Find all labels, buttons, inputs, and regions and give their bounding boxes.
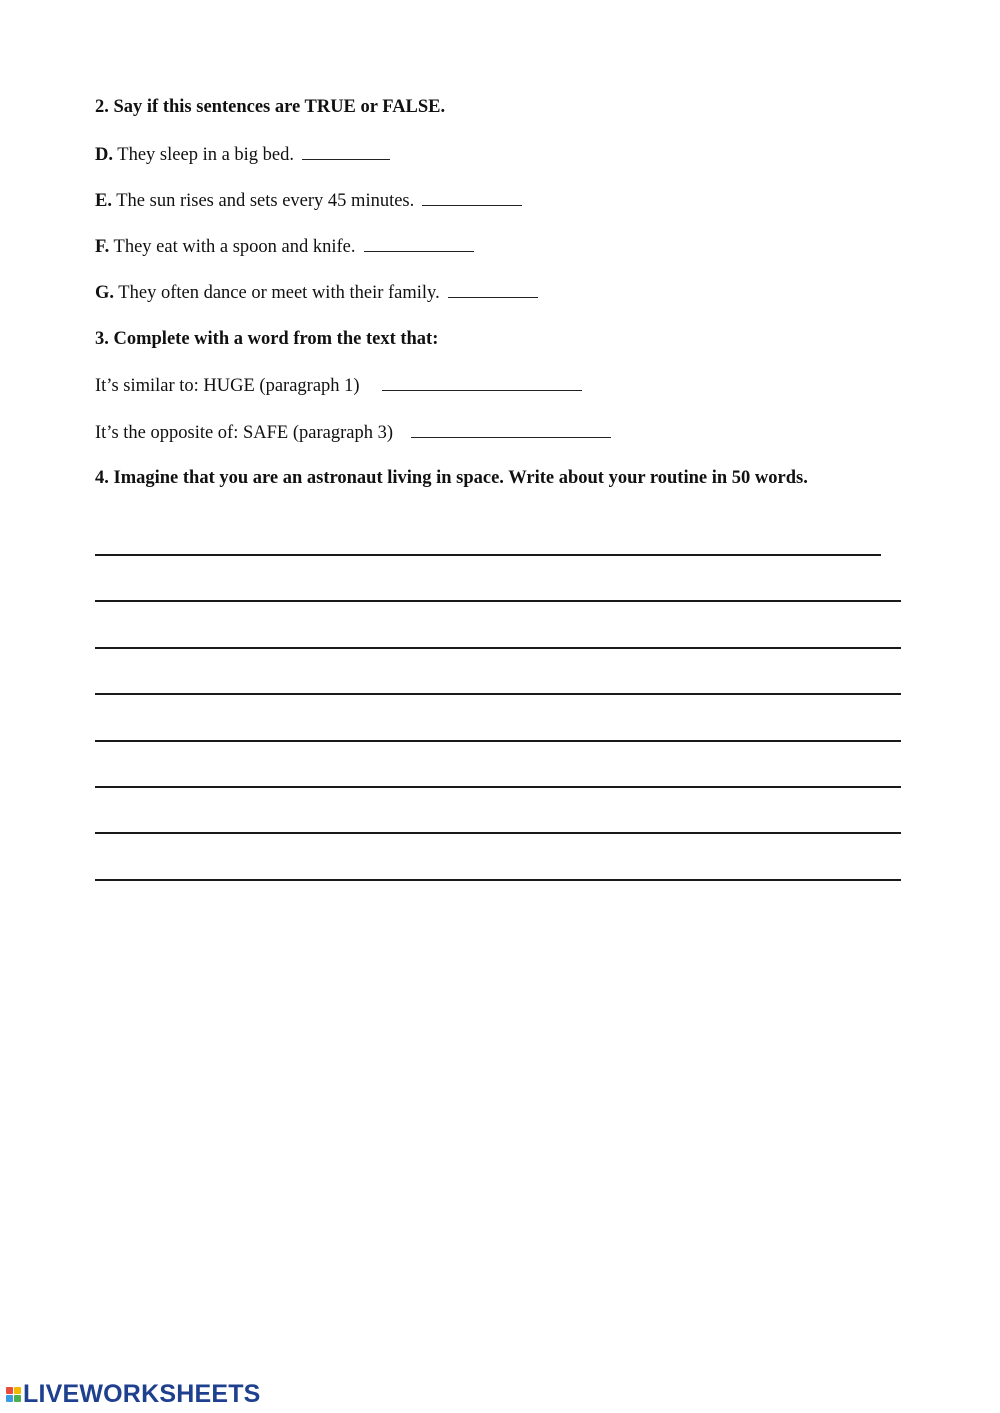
item-text: They sleep in a big bed. xyxy=(113,145,295,165)
section-2-heading: 2. Say if this sentences are TRUE or FALSE. xyxy=(95,97,446,117)
answer-blank[interactable] xyxy=(448,280,538,298)
item-letter: D. xyxy=(95,145,113,165)
item-letter: F. xyxy=(95,237,110,257)
liveworksheets-logo xyxy=(6,1380,261,1408)
item-letter: E. xyxy=(95,191,112,211)
item-text: It’s similar to: HUGE (paragraph 1) xyxy=(95,376,360,396)
writing-line[interactable] xyxy=(95,554,881,556)
writing-line[interactable] xyxy=(95,693,901,695)
answer-blank[interactable] xyxy=(411,420,611,438)
answer-blank[interactable] xyxy=(302,142,390,160)
logo-blocks-icon xyxy=(6,1387,21,1402)
complete-item-1 xyxy=(95,373,582,398)
writing-line[interactable] xyxy=(95,600,901,602)
item-text: The sun rises and sets every 45 minutes. xyxy=(111,191,415,211)
writing-line[interactable] xyxy=(95,879,901,881)
section-3-heading: 3. Complete with a word from the text that: xyxy=(95,329,439,349)
logo-text: LIVEWORKSHEETS xyxy=(23,1379,261,1408)
writing-line[interactable] xyxy=(95,740,901,742)
true-false-item-f xyxy=(95,234,474,259)
writing-line[interactable] xyxy=(95,786,901,788)
writing-line[interactable] xyxy=(95,647,901,649)
true-false-item-e xyxy=(95,188,522,213)
item-text: It’s the opposite of: SAFE (paragraph 3) xyxy=(95,423,393,443)
answer-blank[interactable] xyxy=(364,234,474,252)
true-false-item-d xyxy=(95,142,390,167)
item-text: They eat with a spoon and knife. xyxy=(109,237,356,257)
section-4-heading: 4. Imagine that you are an astronaut living in space. Write about your routine in 50 words. xyxy=(95,468,808,488)
item-text: They often dance or meet with their family. xyxy=(114,283,440,303)
complete-item-2 xyxy=(95,420,611,445)
true-false-item-g xyxy=(95,280,538,305)
item-letter: G. xyxy=(95,283,115,303)
answer-blank[interactable] xyxy=(382,373,582,391)
answer-blank[interactable] xyxy=(422,188,522,206)
writing-line[interactable] xyxy=(95,832,901,834)
